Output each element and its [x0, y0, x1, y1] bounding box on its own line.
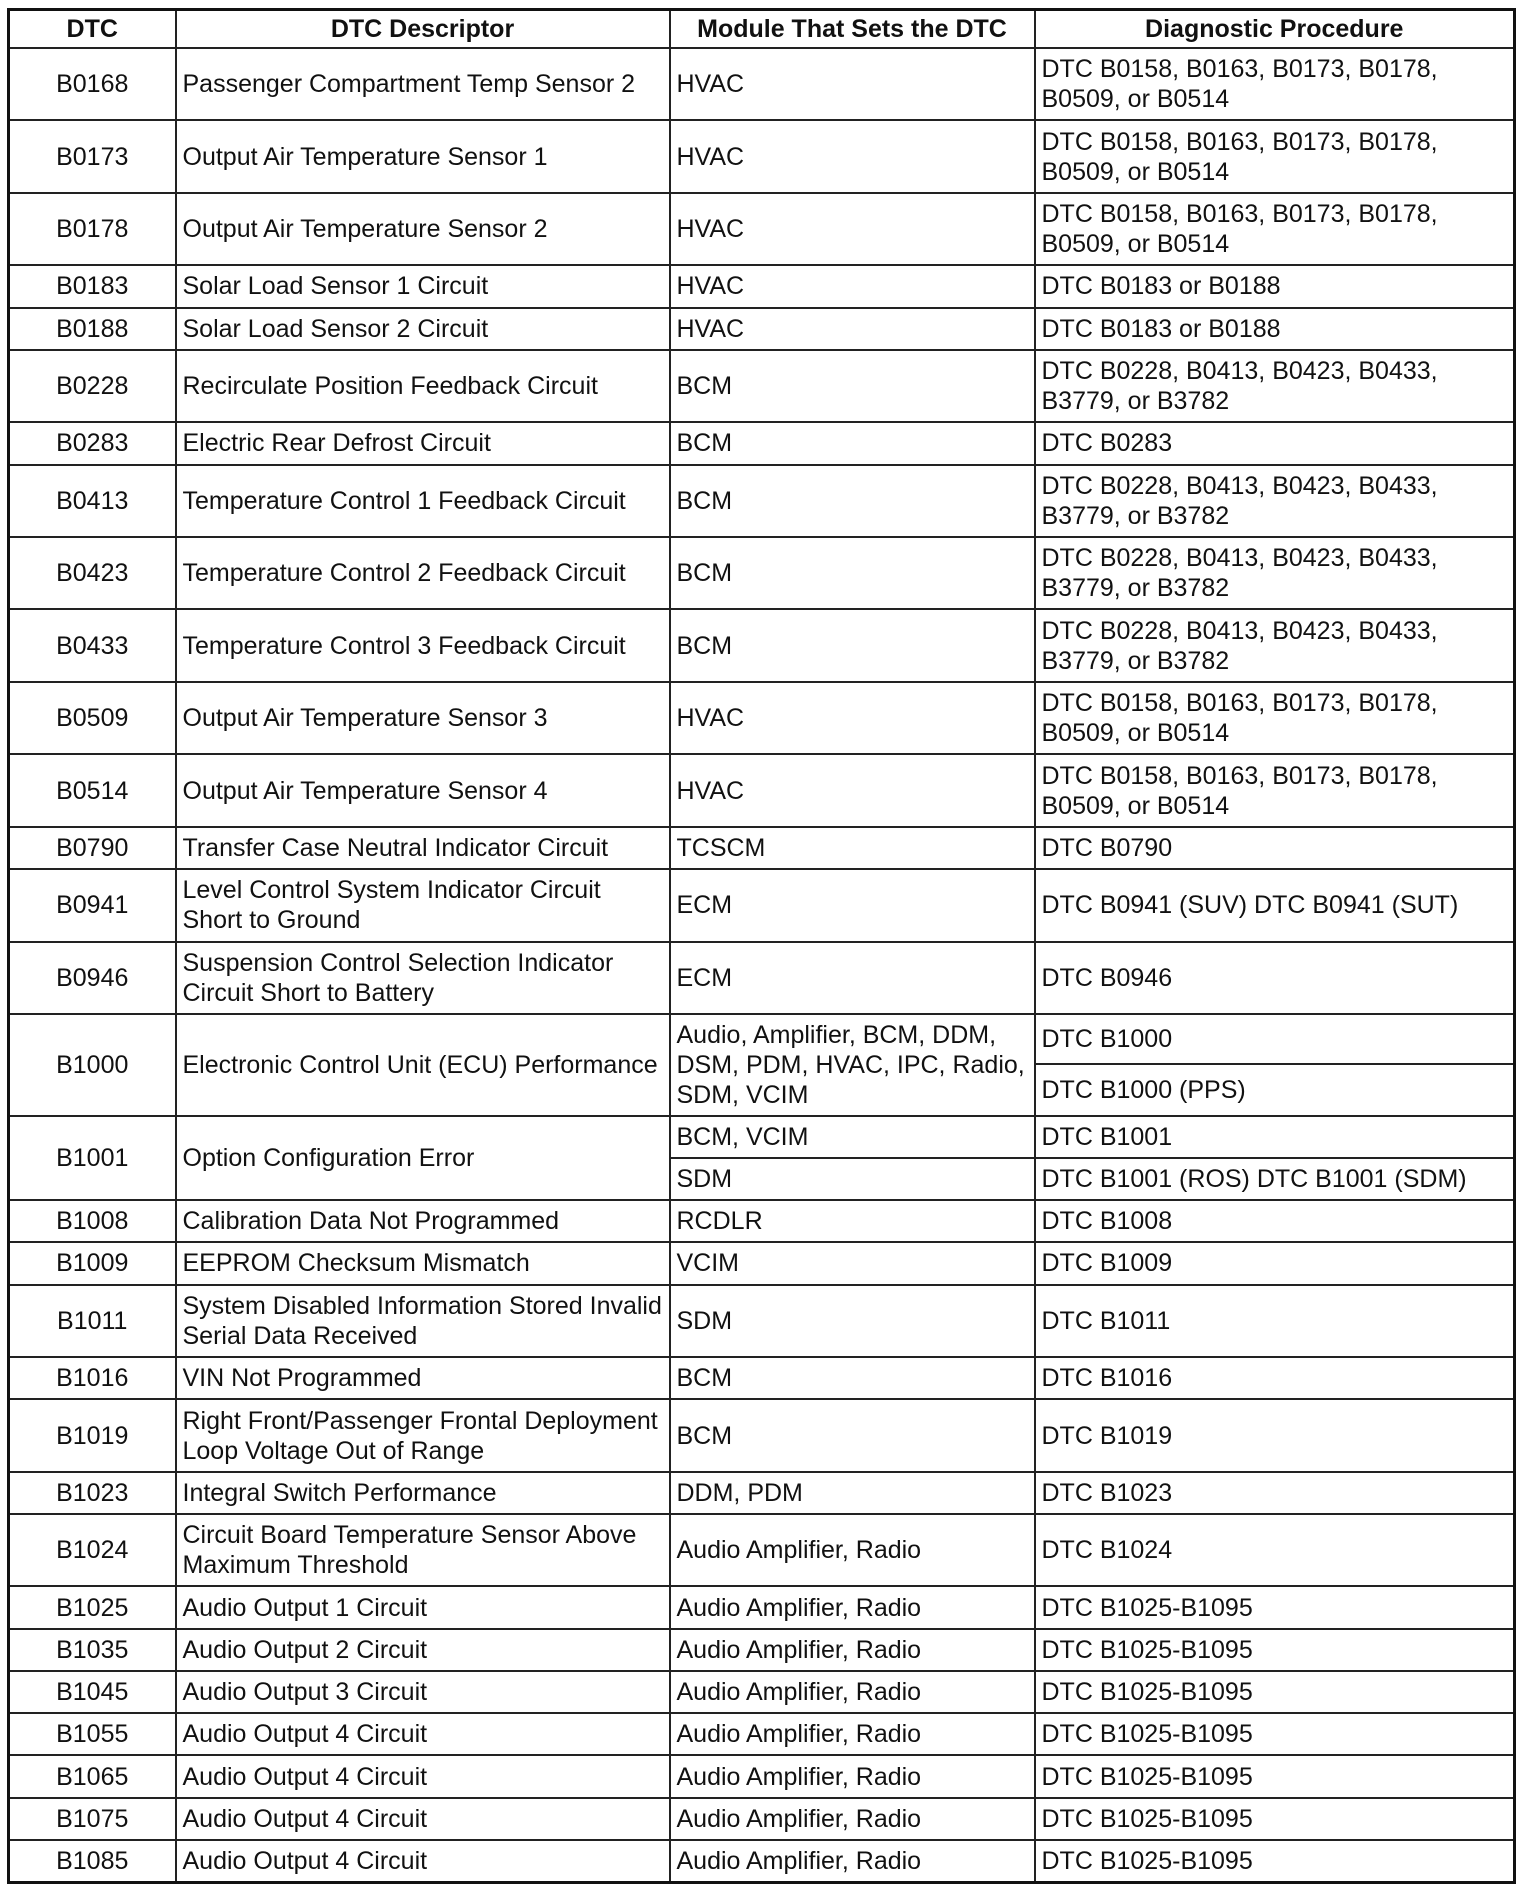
- dtc-code: B0183: [9, 265, 176, 307]
- module: BCM, VCIM: [670, 1116, 1035, 1158]
- table-row: [9, 1586, 1515, 1628]
- dtc-code: B1035: [9, 1629, 176, 1671]
- dtc-code: B0178: [9, 193, 176, 265]
- dtc-code: B0188: [9, 308, 176, 350]
- dtc-descriptor: EEPROM Checksum Mismatch: [176, 1242, 670, 1284]
- diagnostic-procedure: DTC B0228, B0413, B0423, B0433, B3779, or B3782: [1035, 350, 1515, 422]
- header-descriptor: DTC Descriptor: [176, 10, 670, 49]
- dtc-code: B0514: [9, 754, 176, 826]
- dtc-descriptor: Electronic Control Unit (ECU) Performance: [176, 1014, 670, 1116]
- dtc-descriptor: VIN Not Programmed: [176, 1357, 670, 1399]
- diagnostic-procedure: DTC B0183 or B0188: [1035, 265, 1515, 307]
- module: HVAC: [670, 308, 1035, 350]
- module: SDM: [670, 1285, 1035, 1357]
- dtc-table: [7, 8, 1516, 1884]
- diagnostic-procedure: DTC B1025-B1095: [1035, 1713, 1515, 1755]
- table-row: [9, 1399, 1515, 1471]
- module: VCIM: [670, 1242, 1035, 1284]
- module: RCDLR: [670, 1200, 1035, 1242]
- dtc-code: B1008: [9, 1200, 176, 1242]
- dtc-descriptor: Solar Load Sensor 1 Circuit: [176, 265, 670, 307]
- diagnostic-procedure: DTC B1025-B1095: [1035, 1798, 1515, 1840]
- diagnostic-procedure: DTC B1025-B1095: [1035, 1671, 1515, 1713]
- table-row: [9, 827, 1515, 869]
- module: Audio Amplifier, Radio: [670, 1671, 1035, 1713]
- module: HVAC: [670, 265, 1035, 307]
- dtc-code: B1065: [9, 1755, 176, 1797]
- header-dtc: DTC: [9, 10, 176, 49]
- table-row: [9, 1357, 1515, 1399]
- diagnostic-procedure: DTC B0158, B0163, B0173, B0178, B0509, or B0514: [1035, 193, 1515, 265]
- dtc-descriptor: Temperature Control 2 Feedback Circuit: [176, 537, 670, 609]
- table-row: [9, 609, 1515, 681]
- table-row: [9, 308, 1515, 350]
- table-row: [9, 350, 1515, 422]
- table-row: [9, 193, 1515, 265]
- table-row: [9, 1200, 1515, 1242]
- module: Audio Amplifier, Radio: [670, 1586, 1035, 1628]
- diagnostic-procedure: DTC B1011: [1035, 1285, 1515, 1357]
- table-row: [9, 537, 1515, 609]
- diagnostic-procedure: DTC B1000: [1035, 1014, 1515, 1064]
- module: HVAC: [670, 193, 1035, 265]
- diagnostic-procedure: DTC B1000 (PPS): [1035, 1064, 1515, 1115]
- diagnostic-procedure: DTC B1001 (ROS) DTC B1001 (SDM): [1035, 1158, 1515, 1200]
- table-row: [9, 465, 1515, 537]
- diagnostic-procedure: DTC B0228, B0413, B0423, B0433, B3779, or B3782: [1035, 465, 1515, 537]
- diagnostic-procedure: DTC B1008: [1035, 1200, 1515, 1242]
- diagnostic-procedure: DTC B1009: [1035, 1242, 1515, 1284]
- module: ECM: [670, 942, 1035, 1014]
- table-row: [9, 1840, 1515, 1883]
- module: BCM: [670, 1357, 1035, 1399]
- dtc-code: B1011: [9, 1285, 176, 1357]
- dtc-descriptor: Right Front/Passenger Frontal Deployment Loop Voltage Out of Range: [176, 1399, 670, 1471]
- diagnostic-procedure: DTC B0790: [1035, 827, 1515, 869]
- module: DDM, PDM: [670, 1472, 1035, 1514]
- dtc-code: B0941: [9, 869, 176, 941]
- table-row: [9, 1014, 1515, 1064]
- module: ECM: [670, 869, 1035, 941]
- table-row: [9, 1713, 1515, 1755]
- dtc-descriptor: Suspension Control Selection Indicator Circuit Short to Battery: [176, 942, 670, 1014]
- dtc-code: B0423: [9, 537, 176, 609]
- module: BCM: [670, 609, 1035, 681]
- table-row: [9, 265, 1515, 307]
- dtc-code: B0283: [9, 422, 176, 464]
- dtc-code: B1045: [9, 1671, 176, 1713]
- table-row: [9, 1285, 1515, 1357]
- dtc-descriptor: Audio Output 4 Circuit: [176, 1840, 670, 1883]
- dtc-code: B1025: [9, 1586, 176, 1628]
- dtc-descriptor: Transfer Case Neutral Indicator Circuit: [176, 827, 670, 869]
- dtc-descriptor: Output Air Temperature Sensor 3: [176, 682, 670, 754]
- table-row: [9, 1755, 1515, 1797]
- table-row: [9, 1629, 1515, 1671]
- table-row: [9, 1671, 1515, 1713]
- diagnostic-procedure: DTC B0946: [1035, 942, 1515, 1014]
- dtc-descriptor: Integral Switch Performance: [176, 1472, 670, 1514]
- diagnostic-procedure: DTC B0941 (SUV) DTC B0941 (SUT): [1035, 869, 1515, 941]
- table-row: [9, 1798, 1515, 1840]
- dtc-code: B0790: [9, 827, 176, 869]
- table-row: [9, 754, 1515, 826]
- dtc-descriptor: Passenger Compartment Temp Sensor 2: [176, 48, 670, 120]
- diagnostic-procedure: DTC B1016: [1035, 1357, 1515, 1399]
- table-row: [9, 1514, 1515, 1586]
- diagnostic-procedure: DTC B0158, B0163, B0173, B0178, B0509, or B0514: [1035, 120, 1515, 192]
- dtc-code: B0509: [9, 682, 176, 754]
- table-row: [9, 120, 1515, 192]
- module: SDM: [670, 1158, 1035, 1200]
- diagnostic-procedure: DTC B0158, B0163, B0173, B0178, B0509, or B0514: [1035, 48, 1515, 120]
- dtc-code: B1024: [9, 1514, 176, 1586]
- header-procedure: Diagnostic Procedure: [1035, 10, 1515, 49]
- diagnostic-procedure: DTC B1025-B1095: [1035, 1629, 1515, 1671]
- dtc-code: B0168: [9, 48, 176, 120]
- diagnostic-procedure: DTC B1001: [1035, 1116, 1515, 1158]
- dtc-descriptor: Recirculate Position Feedback Circuit: [176, 350, 670, 422]
- module: TCSCM: [670, 827, 1035, 869]
- diagnostic-procedure: DTC B1025-B1095: [1035, 1586, 1515, 1628]
- dtc-descriptor: System Disabled Information Stored Invalid Serial Data Received: [176, 1285, 670, 1357]
- dtc-code: B1001: [9, 1116, 176, 1201]
- dtc-code: B1009: [9, 1242, 176, 1284]
- dtc-code: B1000: [9, 1014, 176, 1116]
- module: BCM: [670, 537, 1035, 609]
- module: Audio Amplifier, Radio: [670, 1755, 1035, 1797]
- table-row: [9, 942, 1515, 1014]
- header-module: Module That Sets the DTC: [670, 10, 1035, 49]
- table-row: [9, 1472, 1515, 1514]
- dtc-descriptor: Audio Output 4 Circuit: [176, 1798, 670, 1840]
- table-row: [9, 48, 1515, 120]
- table-row: [9, 682, 1515, 754]
- dtc-descriptor: Audio Output 3 Circuit: [176, 1671, 670, 1713]
- diagnostic-procedure: DTC B1019: [1035, 1399, 1515, 1471]
- diagnostic-procedure: DTC B0228, B0413, B0423, B0433, B3779, or B3782: [1035, 609, 1515, 681]
- diagnostic-procedure: DTC B0183 or B0188: [1035, 308, 1515, 350]
- diagnostic-procedure: DTC B1023: [1035, 1472, 1515, 1514]
- dtc-code: B1023: [9, 1472, 176, 1514]
- dtc-code: B1085: [9, 1840, 176, 1883]
- module: HVAC: [670, 754, 1035, 826]
- dtc-descriptor: Audio Output 4 Circuit: [176, 1755, 670, 1797]
- dtc-descriptor: Output Air Temperature Sensor 4: [176, 754, 670, 826]
- dtc-descriptor: Circuit Board Temperature Sensor Above Maximum Threshold: [176, 1514, 670, 1586]
- dtc-descriptor: Temperature Control 3 Feedback Circuit: [176, 609, 670, 681]
- module: BCM: [670, 465, 1035, 537]
- dtc-descriptor: Audio Output 2 Circuit: [176, 1629, 670, 1671]
- dtc-descriptor: Electric Rear Defrost Circuit: [176, 422, 670, 464]
- diagnostic-procedure: DTC B1024: [1035, 1514, 1515, 1586]
- module: Audio, Amplifier, BCM, DDM, DSM, PDM, HVAC, IPC, Radio, SDM, VCIM: [670, 1014, 1035, 1116]
- dtc-code: B1055: [9, 1713, 176, 1755]
- dtc-code: B0413: [9, 465, 176, 537]
- module: Audio Amplifier, Radio: [670, 1798, 1035, 1840]
- diagnostic-procedure: DTC B1025-B1095: [1035, 1755, 1515, 1797]
- table-row: [9, 1242, 1515, 1284]
- module: BCM: [670, 350, 1035, 422]
- diagnostic-procedure: DTC B0158, B0163, B0173, B0178, B0509, or B0514: [1035, 682, 1515, 754]
- module: HVAC: [670, 48, 1035, 120]
- dtc-descriptor: Solar Load Sensor 2 Circuit: [176, 308, 670, 350]
- dtc-code: B1019: [9, 1399, 176, 1471]
- diagnostic-procedure: DTC B1025-B1095: [1035, 1840, 1515, 1883]
- table-row: [9, 422, 1515, 464]
- dtc-descriptor: Temperature Control 1 Feedback Circuit: [176, 465, 670, 537]
- dtc-code: B1075: [9, 1798, 176, 1840]
- module: BCM: [670, 422, 1035, 464]
- module: HVAC: [670, 682, 1035, 754]
- diagnostic-procedure: DTC B0283: [1035, 422, 1515, 464]
- dtc-descriptor: Audio Output 1 Circuit: [176, 1586, 670, 1628]
- dtc-descriptor: Output Air Temperature Sensor 1: [176, 120, 670, 192]
- module: Audio Amplifier, Radio: [670, 1840, 1035, 1883]
- dtc-descriptor: Option Configuration Error: [176, 1116, 670, 1201]
- table-row: [9, 869, 1515, 941]
- module: Audio Amplifier, Radio: [670, 1514, 1035, 1586]
- dtc-code: B0946: [9, 942, 176, 1014]
- module: HVAC: [670, 120, 1035, 192]
- dtc-descriptor: Calibration Data Not Programmed: [176, 1200, 670, 1242]
- dtc-code: B0433: [9, 609, 176, 681]
- table-header-row: [9, 10, 1515, 49]
- table-row: [9, 1116, 1515, 1158]
- module: Audio Amplifier, Radio: [670, 1713, 1035, 1755]
- dtc-descriptor: Output Air Temperature Sensor 2: [176, 193, 670, 265]
- dtc-code: B0173: [9, 120, 176, 192]
- dtc-descriptor: Level Control System Indicator Circuit Short to Ground: [176, 869, 670, 941]
- dtc-descriptor: Audio Output 4 Circuit: [176, 1713, 670, 1755]
- dtc-code: B0228: [9, 350, 176, 422]
- module: Audio Amplifier, Radio: [670, 1629, 1035, 1671]
- diagnostic-procedure: DTC B0158, B0163, B0173, B0178, B0509, or B0514: [1035, 754, 1515, 826]
- module: BCM: [670, 1399, 1035, 1471]
- diagnostic-procedure: DTC B0228, B0413, B0423, B0433, B3779, or B3782: [1035, 537, 1515, 609]
- dtc-code: B1016: [9, 1357, 176, 1399]
